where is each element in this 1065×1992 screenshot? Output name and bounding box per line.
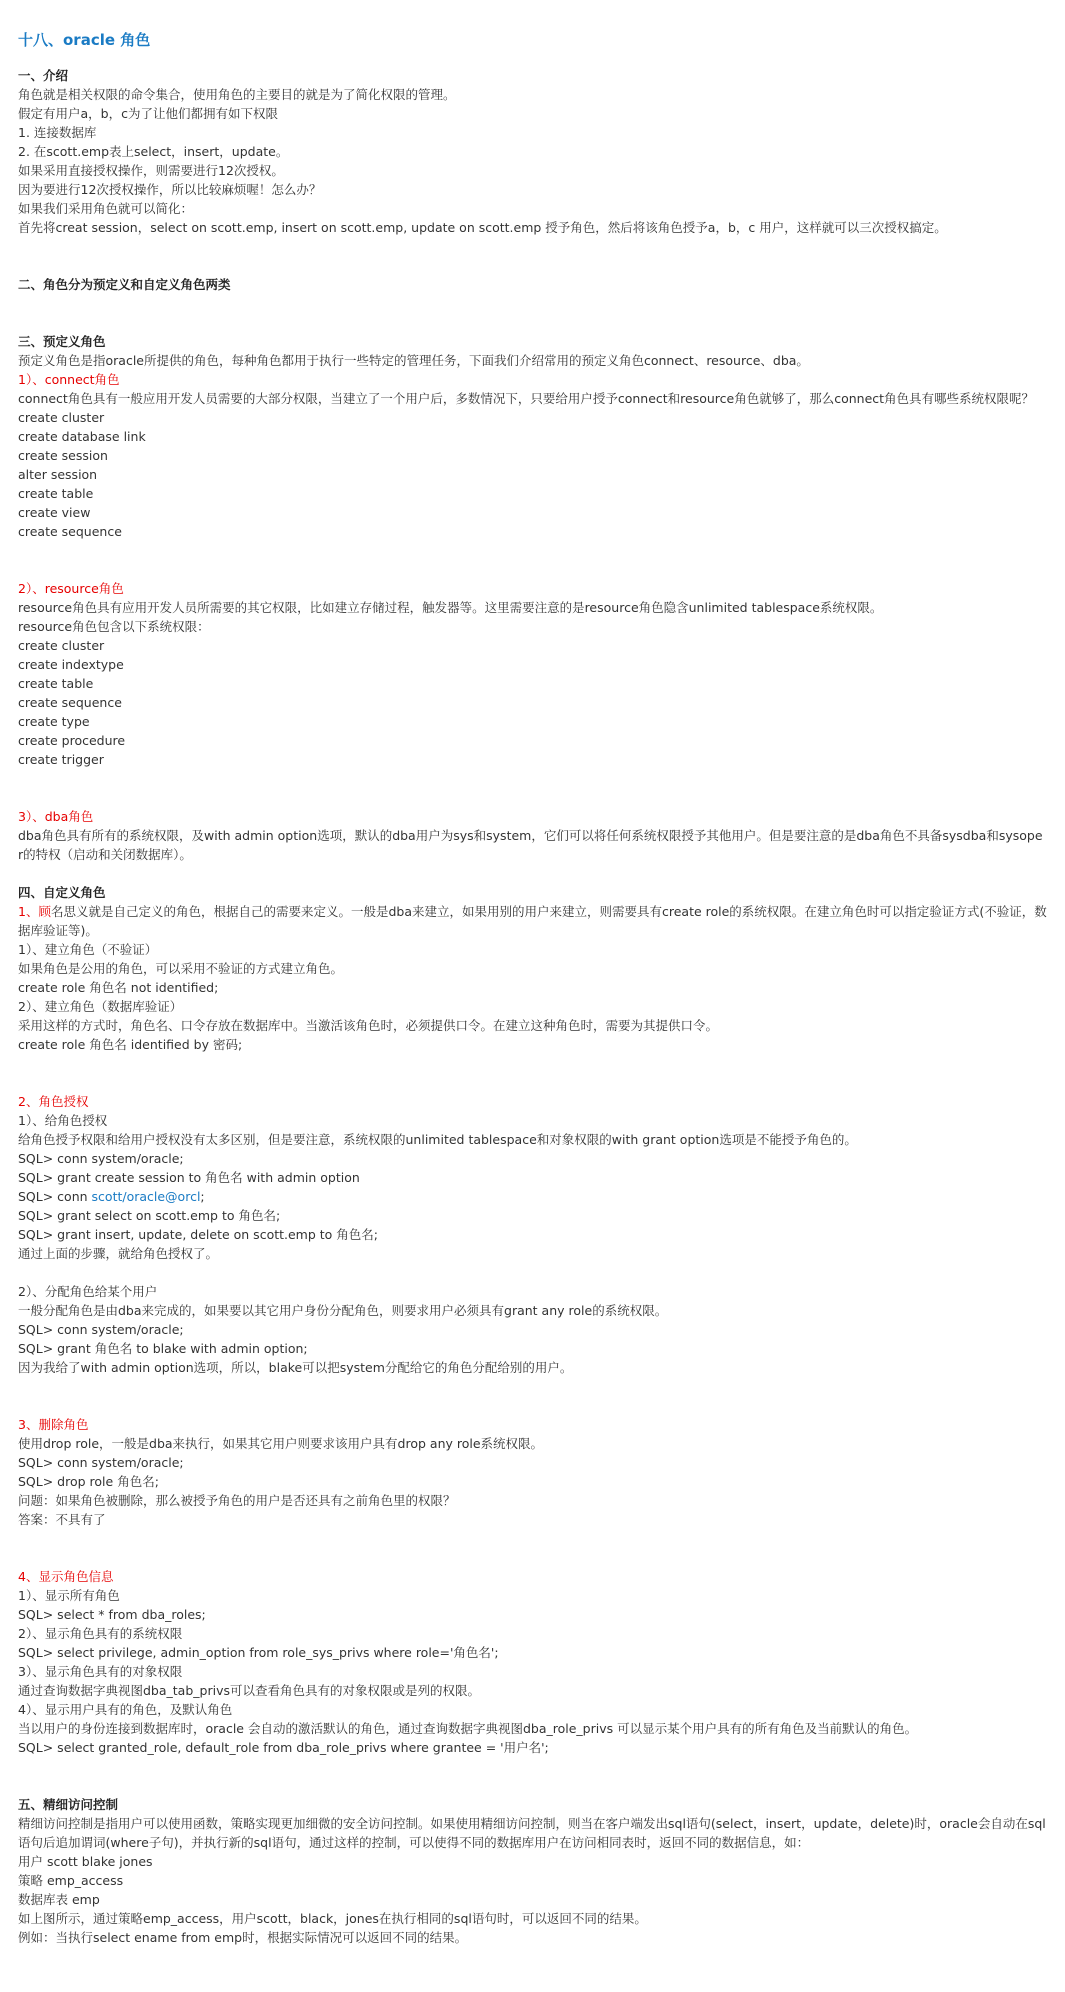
paragraph-line: SQL> select privilege, admin_option from role_sys_privs where role='角色名'; [18, 1645, 499, 1660]
highlight-text: 1、顾 [18, 904, 51, 919]
paragraph-line: create session [18, 448, 108, 463]
paragraph-line: 角色就是相关权限的命令集合，使用角色的主要目的就是为了简化权限的管理。 [18, 87, 456, 102]
paragraph-line: create table [18, 486, 94, 501]
paragraph-line: 1. 连接数据库 [18, 125, 97, 140]
paragraph-line: 2. 在scott.emp表上select，insert，update。 [18, 144, 289, 159]
paragraph-line: create trigger [18, 752, 104, 767]
spacer [18, 1263, 1047, 1282]
paragraph-line: 采用这样的方式时，角色名、口令存放在数据库中。当激活该角色时，必须提供口令。在建立这种角色时，需要为其提供口令。 [18, 1018, 719, 1033]
paragraph-line: 如果我们采用角色就可以简化： [18, 201, 194, 216]
paragraph-line: 3）、显示角色具有的对象权限 [18, 1664, 183, 1679]
paragraph-line: dba角色具有所有的系统权限，及with admin option选项，默认的dba用户为sys和system，它们可以将任何系统权限授予其他用户。但是要注意的是dba角色不具备sysdba和sysoper的特权（启动和关闭数据库）。 [18, 828, 1043, 862]
paragraph-line: create indextype [18, 657, 124, 672]
paragraph-line: 因为要进行12次授权操作，所以比较麻烦喔！怎么办？ [18, 182, 322, 197]
paragraph-line: 2）、分配角色给某个用户 [18, 1284, 158, 1299]
paragraph-line: 给角色授予权限和给用户授权没有太多区别，但是要注意，系统权限的unlimited tablespace和对象权限的with grant option选项是不能授予角色的。 [18, 1132, 857, 1147]
section-heading: 三、预定义角色 [18, 334, 106, 349]
paragraph-line: 数据库表 emp [18, 1892, 100, 1907]
text-span: ; [200, 1189, 205, 1204]
subsection-heading: 3）、dba角色 [18, 809, 94, 824]
paragraph-line: create cluster [18, 410, 105, 425]
paragraph-line: 当以用户的身份连接到数据库时，oracle 会自动的激活默认的角色，通过查询数据字典视图dba_role_privs 可以显示某个用户具有的所有角色及当前默认的角色。 [18, 1721, 918, 1736]
paragraph-line [18, 1187, 1047, 1206]
section-heading: 一、介绍 [18, 68, 69, 83]
document-body [18, 66, 1047, 1947]
text-span: SQL> conn [18, 1189, 92, 1204]
paragraph-line: SQL> select * from dba_roles; [18, 1607, 206, 1622]
paragraph-line: create table [18, 676, 94, 691]
paragraph-line: SQL> grant insert, update, delete on scott.emp to 角色名; [18, 1227, 379, 1242]
paragraph-line: connect角色具有一般应用开发人员需要的大部分权限，当建立了一个用户后，多数情况下，只要给用户授予connect和resource角色就够了，那么connect角色具有哪些系统权限呢？ [18, 391, 1035, 406]
paragraph-line: 答案：不具有了 [18, 1512, 106, 1527]
section-heading: 五、精细访问控制 [18, 1797, 119, 1812]
text-span: 名思义就是自己定义的角色，根据自己的需要来定义。一般是dba来建立，如果用别的用户来建立，则需要具有create role的系统权限。在建立角色时可以指定验证方式(不验证，数据库验证等)。 [18, 904, 1047, 938]
paragraph-line: SQL> grant 角色名 to blake with admin option; [18, 1341, 308, 1356]
paragraph-line: 例如：当执行select ename from emp时，根据实际情况可以返回不同的结果。 [18, 1930, 468, 1945]
page-title: 十八、oracle 角色 [18, 31, 151, 49]
section-heading: 四、自定义角色 [18, 885, 106, 900]
spacer [18, 294, 1047, 332]
subsection-heading: 2）、resource角色 [18, 581, 124, 596]
spacer [18, 1377, 1047, 1415]
paragraph-line: create type [18, 714, 90, 729]
paragraph-line: create database link [18, 429, 146, 444]
paragraph-line: 2）、显示角色具有的系统权限 [18, 1626, 183, 1641]
paragraph-line: 因为我给了with admin option选项，所以，blake可以把system分配给它的角色分配给别的用户。 [18, 1360, 573, 1375]
spacer [18, 541, 1047, 579]
paragraph-line: 如果角色是公用的角色，可以采用不验证的方式建立角色。 [18, 961, 344, 976]
paragraph-line: 预定义角色是指oracle所提供的角色，每种角色都用于执行一些特定的管理任务，下面我们介绍常用的预定义角色connect、resource、dba。 [18, 353, 809, 368]
paragraph-line: resource角色包含以下系统权限： [18, 619, 210, 634]
paragraph-line: create role 角色名 not identified; [18, 980, 219, 995]
paragraph-line: 如果采用直接授权操作，则需要进行12次授权。 [18, 163, 284, 178]
spacer [18, 1054, 1047, 1092]
paragraph-line: 4）、显示用户具有的角色，及默认角色 [18, 1702, 233, 1717]
paragraph-line: 通过查询数据字典视图dba_tab_privs可以查看角色具有的对象权限或是列的权限。 [18, 1683, 480, 1698]
paragraph-line: SQL> conn system/oracle; [18, 1455, 184, 1470]
paragraph-line: alter session [18, 467, 98, 482]
paragraph-line: 用户 scott blake jones [18, 1854, 153, 1869]
paragraph-line: 1）、显示所有角色 [18, 1588, 120, 1603]
spacer [18, 769, 1047, 807]
paragraph-line: create procedure [18, 733, 126, 748]
paragraph-line: SQL> drop role 角色名; [18, 1474, 159, 1489]
paragraph-line: 2）、建立角色（数据库验证） [18, 999, 183, 1014]
paragraph-line: SQL> grant create session to 角色名 with admin option [18, 1170, 360, 1185]
paragraph-line: create sequence [18, 524, 122, 539]
subsection-heading: 3、删除角色 [18, 1417, 89, 1432]
subsection-heading: 4、显示角色信息 [18, 1569, 114, 1584]
subsection-heading: 2、角色授权 [18, 1094, 89, 1109]
paragraph-line: 1）、给角色授权 [18, 1113, 108, 1128]
section-heading: 二、角色分为预定义和自定义角色两类 [18, 277, 231, 292]
paragraph-line: 精细访问控制是指用户可以使用函数，策略实现更加细微的安全访问控制。如果使用精细访问控制，则当在客户端发出sql语句(select，insert，update，delete)时，oracle会自动在sql语句后追加谓词(where子句)，并执行新的sql语句，通过这样的控制，可以使得不同的数据库用户在访问相同表时，返回不同的数据信息，如： [18, 1816, 1046, 1850]
paragraph-line: create cluster [18, 638, 105, 653]
paragraph-line: 假定有用户a，b，c为了让他们都拥有如下权限 [18, 106, 278, 121]
paragraph-line: 策略 emp_access [18, 1873, 124, 1888]
paragraph-line [18, 902, 1047, 940]
link-text[interactable]: scott/oracle@orcl [91, 1189, 201, 1204]
paragraph-line: SQL> select granted_role, default_role from dba_role_privs where grantee = '用户名'; [18, 1740, 549, 1755]
paragraph-line: 通过上面的步骤，就给角色授权了。 [18, 1246, 219, 1261]
paragraph-line: 问题：如果角色被删除，那么被授予角色的用户是否还具有之前角色里的权限？ [18, 1493, 456, 1508]
paragraph-line: SQL> conn system/oracle; [18, 1151, 184, 1166]
paragraph-line: resource角色具有应用开发人员所需要的其它权限，比如建立存储过程，触发器等。这里需要注意的是resource角色隐含unlimited tablespace系统权限。 [18, 600, 883, 615]
spacer [18, 1529, 1047, 1567]
spacer [18, 864, 1047, 883]
spacer [18, 1757, 1047, 1795]
paragraph-line: create sequence [18, 695, 122, 710]
paragraph-line: 一般分配角色是由dba来完成的，如果要以其它用户身份分配角色，则要求用户必须具有grant any role的系统权限。 [18, 1303, 668, 1318]
subsection-heading: 1）、connect角色 [18, 372, 120, 387]
paragraph-line: SQL> grant select on scott.emp to 角色名; [18, 1208, 281, 1223]
spacer [18, 237, 1047, 275]
paragraph-line: SQL> conn system/oracle; [18, 1322, 184, 1337]
paragraph-line: create role 角色名 identified by 密码; [18, 1037, 243, 1052]
paragraph-line: 首先将creat session，select on scott.emp, insert on scott.emp, update on scott.emp 授予角色，然后将该角色授予a，b，c 用户，这样就可以三次授权搞定。 [18, 220, 947, 235]
paragraph-line: 如上图所示，通过策略emp_access，用户scott，black，jones在执行相同的sql语句时，可以返回不同的结果。 [18, 1911, 647, 1926]
paragraph-line: 1）、建立角色（不验证） [18, 942, 158, 957]
paragraph-line: 使用drop role，一般是dba来执行，如果其它用户则要求该用户具有drop any role系统权限。 [18, 1436, 544, 1451]
paragraph-line: create view [18, 505, 91, 520]
